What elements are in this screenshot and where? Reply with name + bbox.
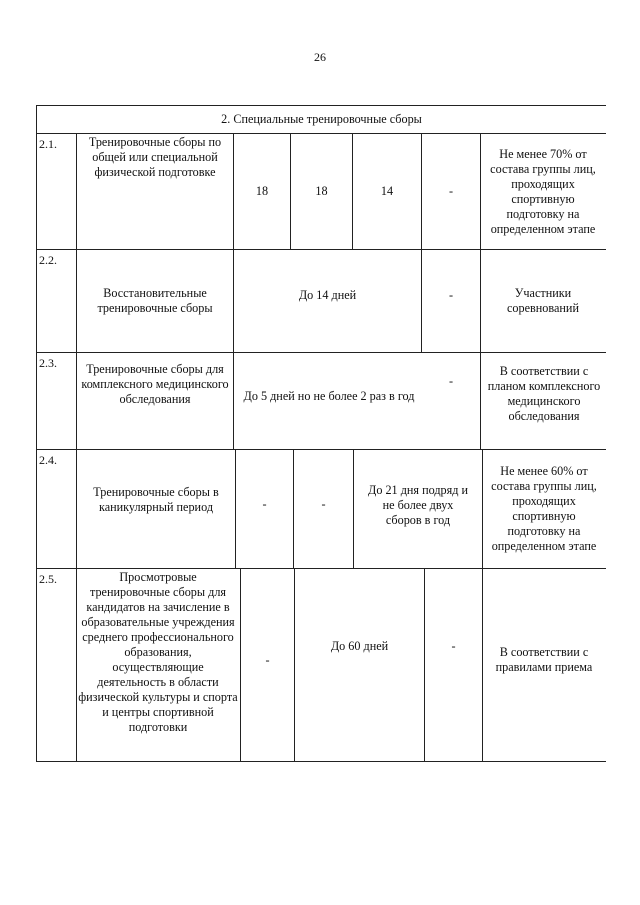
row-number: 2.1. [39,137,57,151]
page-number: 26 [314,50,326,64]
value-cell: - [448,373,454,388]
row-title: Восстановительные тренировочные сборы [97,286,213,315]
row-number: 2.3. [39,356,57,370]
value-cell: - [448,184,454,198]
note-cell: Не менее 70% от состава группы лиц, проходящих спортивную подготовку на определенном этапе [490,146,596,236]
note-cell: В соответствии с правилами приема [495,645,593,674]
note-cell: Не менее 60% от состава группы лиц, проходящих спортивную подготовку на определенном этапе [491,464,597,553]
merged-value-cell: До 21 дня подряд и не более двух сборов в год [368,482,468,527]
row-title: Тренировочные сборы по общей или специальной физической подготовке [88,135,222,179]
value-cell: 14 [380,184,394,198]
value-cell: - [265,652,270,667]
value-cell: - [448,287,454,302]
value-cell: 18 [255,184,269,198]
value-cell: - [321,496,326,511]
row-2-4-divider-c [353,449,354,569]
value-cell: - [262,496,267,511]
row-title: Просмотровые тренировочные сборы для кандидатов на зачисление в образовательные учреждения среднего профессионального образования, осуществляющие деятельность в области физической культуры и спорта и центры спортивной подготовки [78,570,238,734]
note-cell: Участники соревнований [507,286,579,315]
value-cell: 18 [315,184,328,198]
row-title: Тренировочные сборы для комплексного медицинского обследования [81,361,229,406]
section-title: 2. Специальные тренировочные сборы [221,112,422,126]
table-left-border [36,105,37,762]
merged-value-cell: До 14 дней [298,287,357,302]
note-cell: В соответствии с планом комплексного медицинского обследования [487,364,601,423]
value-cell: - [451,638,456,653]
row-number: 2.2. [39,253,57,267]
row-number: 2.4. [39,453,57,467]
merged-value-cell: До 5 дней но не более 2 раз в год [243,388,415,403]
number-column-divider [76,133,77,762]
row-number: 2.5. [39,572,57,586]
merged-value-cell: До 60 дней [330,638,389,653]
row-title: Тренировочные сборы в каникулярный период [93,485,219,514]
table-bottom-border [36,761,606,762]
